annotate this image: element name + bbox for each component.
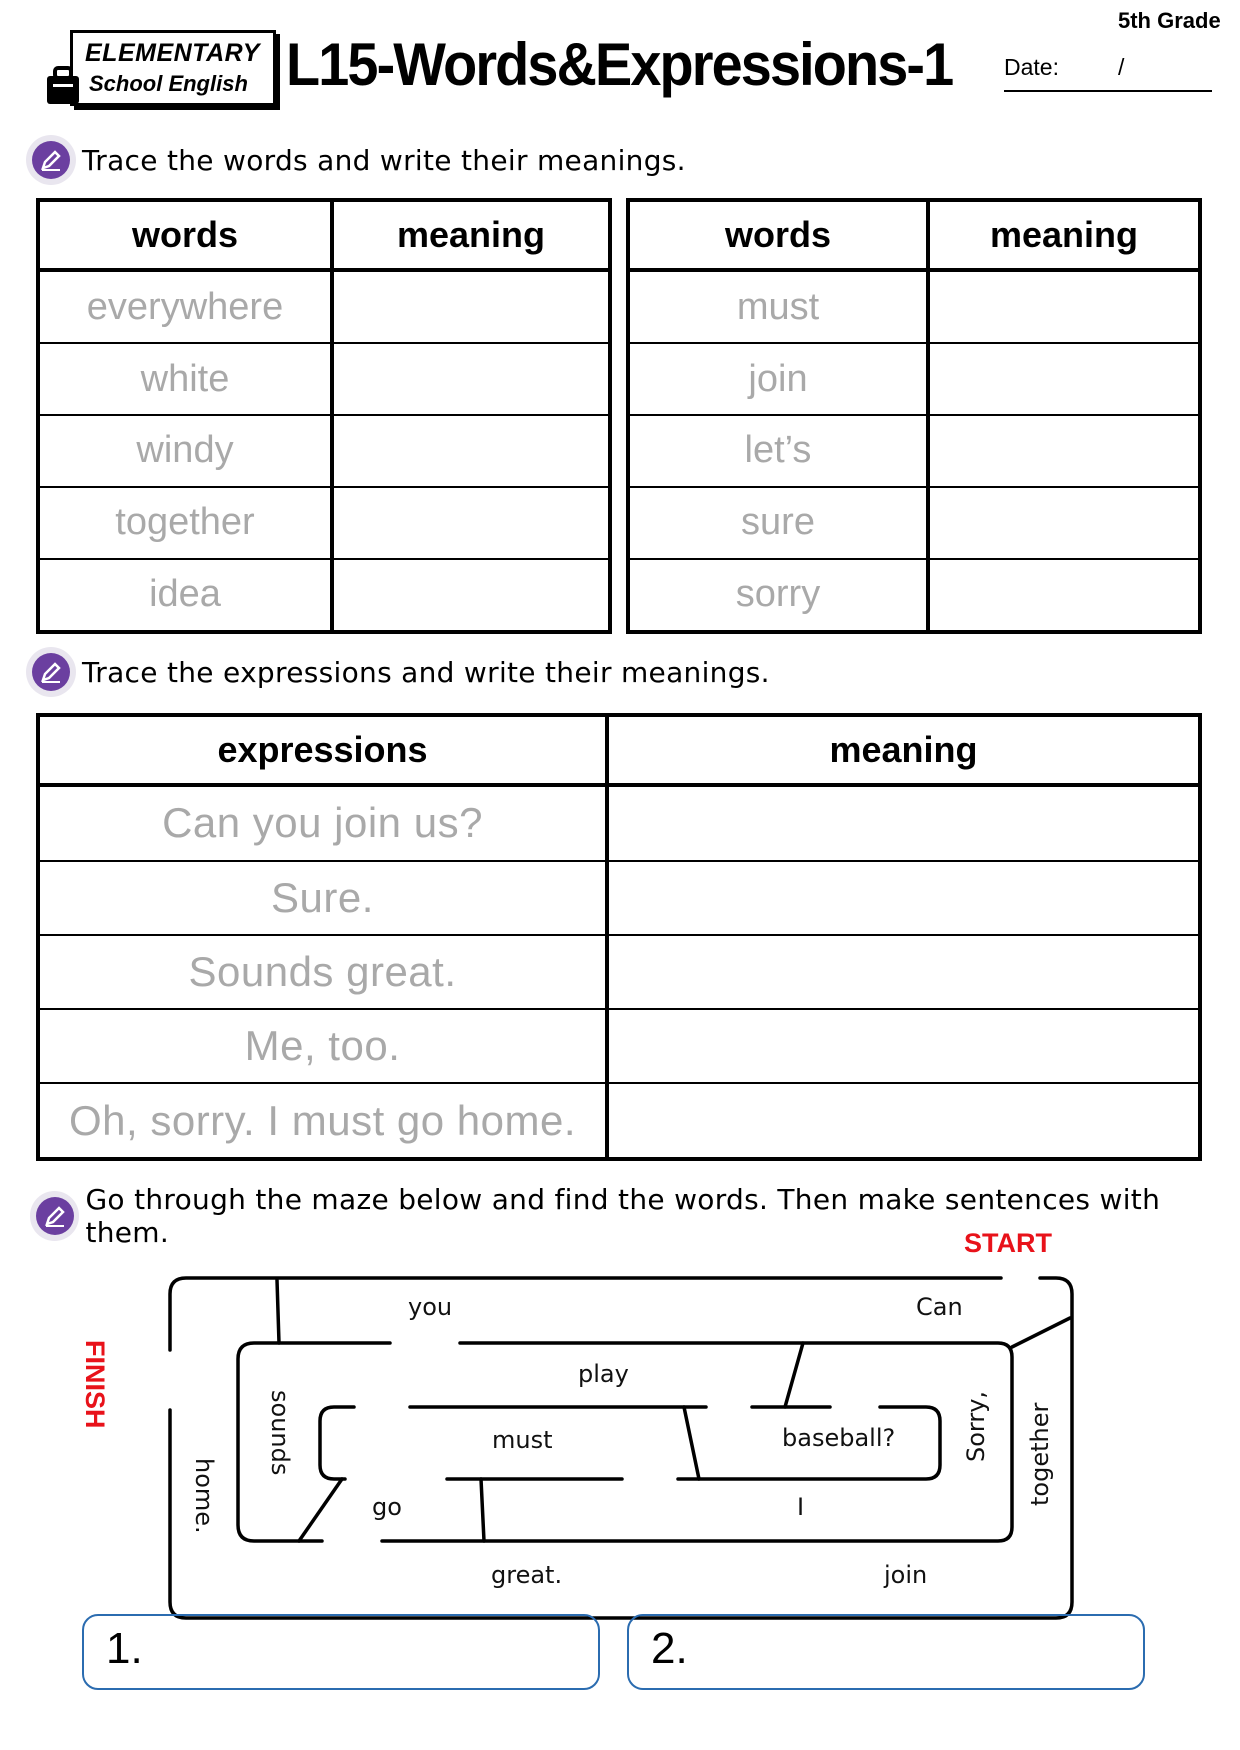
maze-word: play bbox=[578, 1360, 629, 1388]
trace-word: sorry bbox=[628, 559, 928, 632]
meaning-header: meaning bbox=[607, 715, 1200, 785]
answer-number: 2. bbox=[651, 1624, 688, 1673]
meaning-header: meaning bbox=[928, 200, 1200, 270]
maze-word: must bbox=[492, 1426, 553, 1454]
maze-word: you bbox=[408, 1293, 453, 1321]
trace-expression: Sure. bbox=[38, 861, 607, 935]
trace-expression: Me, too. bbox=[38, 1009, 607, 1083]
maze-word: go bbox=[372, 1493, 402, 1521]
trace-word: sure bbox=[628, 487, 928, 559]
trace-word: let’s bbox=[628, 415, 928, 487]
trace-word: idea bbox=[38, 559, 332, 632]
maze-word: baseball? bbox=[782, 1424, 896, 1452]
date-separator: / bbox=[1118, 54, 1125, 80]
grade-label: 5th Grade bbox=[1118, 8, 1221, 33]
words-header: words bbox=[38, 200, 332, 270]
words-header: words bbox=[628, 200, 928, 270]
maze-word: together bbox=[1026, 1402, 1054, 1506]
logo-line-2: School English bbox=[89, 71, 248, 96]
trace-expression: Oh, sorry. I must go home. bbox=[38, 1083, 607, 1159]
expressions-header: expressions bbox=[38, 715, 607, 785]
trace-word: white bbox=[38, 343, 332, 415]
trace-word: join bbox=[628, 343, 928, 415]
maze-word: I bbox=[797, 1493, 805, 1521]
maze-word: home. bbox=[190, 1458, 218, 1534]
trace-word: windy bbox=[38, 415, 332, 487]
section1-instruction-text: Trace the words and write their meanings. bbox=[82, 143, 686, 177]
date-label: Date: bbox=[1004, 54, 1059, 80]
trace-word: everywhere bbox=[38, 270, 332, 343]
meaning-header: meaning bbox=[332, 200, 610, 270]
logo-line-1: ELEMENTARY bbox=[85, 39, 260, 67]
maze-finish-label: FINISH bbox=[80, 1340, 110, 1429]
trace-word: together bbox=[38, 487, 332, 559]
section3-instruction-text: Go through the maze below and find the words. Then make sentences with them. bbox=[85, 1183, 1161, 1249]
page-title: L15-Words&Expressions-1 bbox=[286, 31, 953, 98]
maze-word: great. bbox=[491, 1561, 563, 1589]
answer-box-2[interactable] bbox=[627, 1614, 1145, 1690]
trace-expression: Can you join us? bbox=[38, 785, 607, 861]
maze-word: Sorry, bbox=[962, 1390, 990, 1462]
maze-word: Can bbox=[916, 1293, 963, 1321]
answer-box-1[interactable] bbox=[82, 1614, 600, 1690]
section2-instruction-text: Trace the expressions and write their meanings. bbox=[82, 655, 770, 689]
answer-number: 1. bbox=[106, 1624, 143, 1673]
trace-word: must bbox=[628, 270, 928, 343]
maze-word: join bbox=[884, 1561, 928, 1589]
trace-expression: Sounds great. bbox=[38, 935, 607, 1009]
maze-start-label: START bbox=[964, 1228, 1052, 1258]
maze-word: sounds bbox=[266, 1390, 294, 1476]
